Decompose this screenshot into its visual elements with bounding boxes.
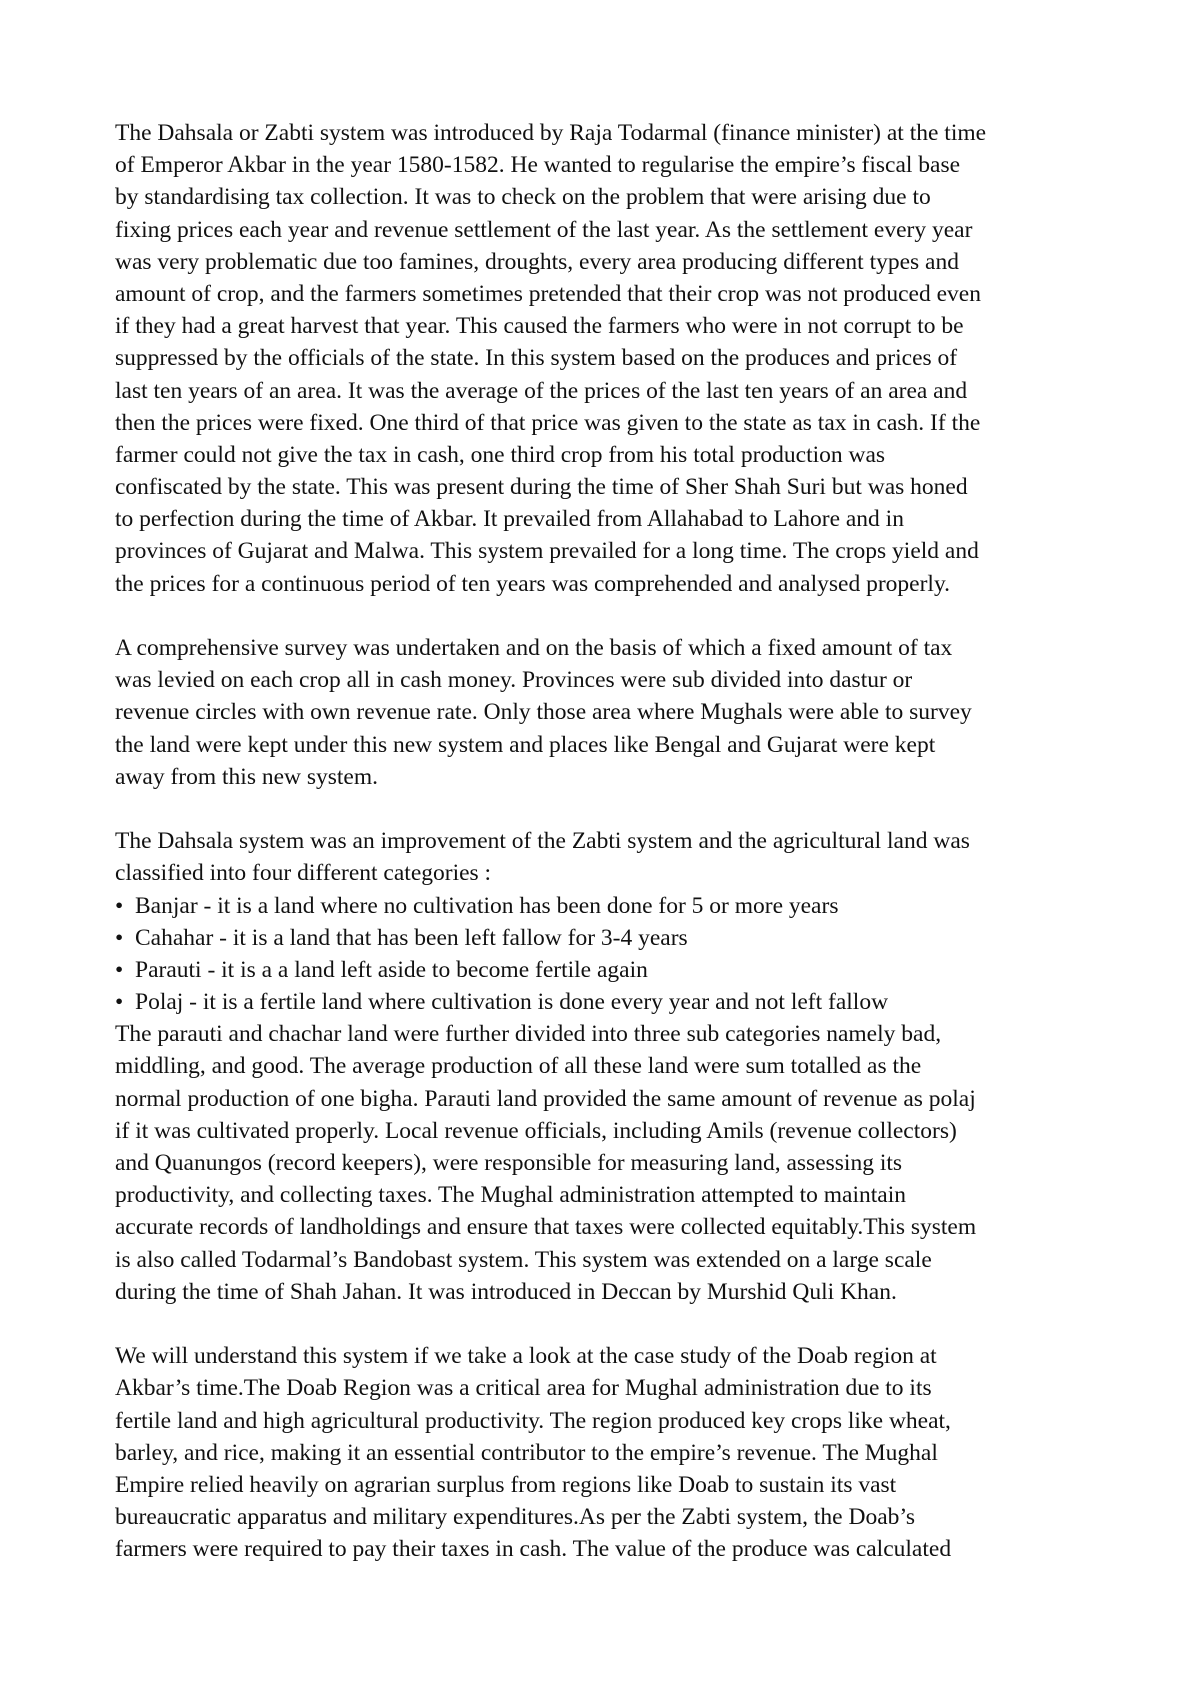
text-line: provinces of Gujarat and Malwa. This system prevailed for a long time. The crops yield and [115, 538, 979, 565]
text-line: if they had a great harvest that year. This caused the farmers who were in not corrupt to be [115, 313, 964, 340]
text-line: accurate records of landholdings and ensure that taxes were collected equitably.This system [115, 1214, 977, 1241]
list-item-text: Banjar - it is a land where no cultivation has been done for 5 or more years [135, 892, 839, 919]
text-line: amount of crop, and the farmers sometimes pretended that their crop was not produced even [115, 280, 981, 307]
paragraph-spacer [115, 1308, 1115, 1340]
paragraph-spacer [115, 600, 1115, 632]
text-line: bureaucratic apparatus and military expenditures.As per the Zabti system, the Doab’s [115, 1504, 916, 1531]
text-line: is also called Todarmal’s Bandobast system. This system was extended on a large scale [115, 1246, 932, 1273]
list-item-text: Parauti - it is a a land left aside to become fertile again [135, 956, 648, 983]
text-line: by standardising tax collection. It was to check on the problem that were arising due to [115, 184, 931, 211]
text-line: A comprehensive survey was undertaken and on the basis of which a fixed amount of tax [115, 635, 953, 661]
text-line: productivity, and collecting taxes. The Mughal administration attempted to maintain [115, 1182, 906, 1209]
text-line: Akbar’s time.The Doab Region was a critical area for Mughal administration due to its [115, 1375, 932, 1402]
text-line: was very problematic due too famines, droughts, every area producing different types and [115, 248, 959, 275]
text-line: We will understand this system if we take a look at the case study of the Doab region at [115, 1343, 937, 1370]
bullet-icon: • [115, 892, 124, 919]
list-item-text: Polaj - it is a fertile land where cultivation is done every year and not left fallow [135, 989, 889, 1016]
text-line: away from this new system. [115, 763, 379, 790]
text-line: farmer could not give the tax in cash, one third crop from his total production was [115, 441, 886, 468]
list-item [115, 986, 1115, 1018]
text-line: to perfection during the time of Akbar. It prevailed from Allahabad to Lahore and in [115, 506, 904, 533]
text-line: classified into four different categories : [115, 860, 492, 887]
bullet-icon: • [115, 989, 124, 1016]
text-line: farmers were required to pay their taxes in cash. The value of the produce was calculated [115, 1536, 952, 1563]
text-line: The Dahsala or Zabti system was introduced by Raja Todarmal (finance minister) at the time [115, 120, 987, 146]
text-line: then the prices were fixed. One third of that price was given to the state as tax in cash. If the [115, 409, 981, 436]
text-line: and Quanungos (record keepers), were responsible for measuring land, assessing its [115, 1150, 903, 1176]
text-line: Empire relied heavily on agrarian surplus from regions like Doab to sustain its vast [115, 1471, 897, 1498]
paragraph-1 [115, 117, 1115, 600]
text-line: revenue circles with own revenue rate. Only those area where Mughals were able to survey [115, 699, 972, 726]
text-line: middling, and good. The average production of all these land were sum totalled as the [115, 1053, 922, 1080]
bullet-icon: • [115, 924, 124, 951]
document-body [115, 117, 1115, 1565]
text-line: the prices for a continuous period of ten years was comprehended and analysed properly. [115, 570, 951, 597]
text-line: if it was cultivated properly. Local revenue officials, including Amils (revenue collectors) [115, 1117, 957, 1144]
list-item [115, 922, 1115, 954]
text-line: The parauti and chachar land were further divided into three sub categories namely bad, [115, 1021, 942, 1048]
text-line: The Dahsala system was an improvement of the Zabti system and the agricultural land was [115, 828, 970, 855]
text-line: suppressed by the officials of the state. In this system based on the produces and prices of [115, 345, 958, 372]
list-item [115, 890, 1115, 922]
bullet-icon: • [115, 956, 124, 983]
text-line: during the time of Shah Jahan. It was introduced in Deccan by Murshid Quli Khan. [115, 1278, 897, 1305]
text-line: of Emperor Akbar in the year 1580-1582. He wanted to regularise the empire’s fiscal base [115, 152, 961, 179]
text-line: fertile land and high agricultural productivity. The region produced key crops like wheat, [115, 1407, 951, 1434]
text-line: last ten years of an area. It was the average of the prices of the last ten years of an area and [115, 377, 968, 404]
list-item [115, 954, 1115, 986]
text-line: confiscated by the state. This was present during the time of Sher Shah Suri but was honed [115, 474, 968, 501]
list-item-text: Cahahar - it is a land that has been left fallow for 3-4 years [135, 924, 688, 951]
paragraph-2 [115, 632, 1115, 793]
paragraph-4 [115, 1340, 1115, 1565]
text-line: fixing prices each year and revenue settlement of the last year. As the settlement every year [115, 216, 973, 243]
text-line: was levied on each crop all in cash money. Provinces were sub divided into dastur or [115, 667, 913, 694]
paragraph-3 [115, 825, 1115, 1308]
text-line: the land were kept under this new system and places like Bengal and Gujarat were kept [115, 731, 936, 758]
text-line: barley, and rice, making it an essential contributor to the empire’s revenue. The Mughal [115, 1439, 938, 1466]
paragraph-spacer [115, 793, 1115, 825]
land-category-list [115, 890, 1115, 1019]
text-line: normal production of one bigha. Parauti land provided the same amount of revenue as polaj [115, 1085, 976, 1112]
